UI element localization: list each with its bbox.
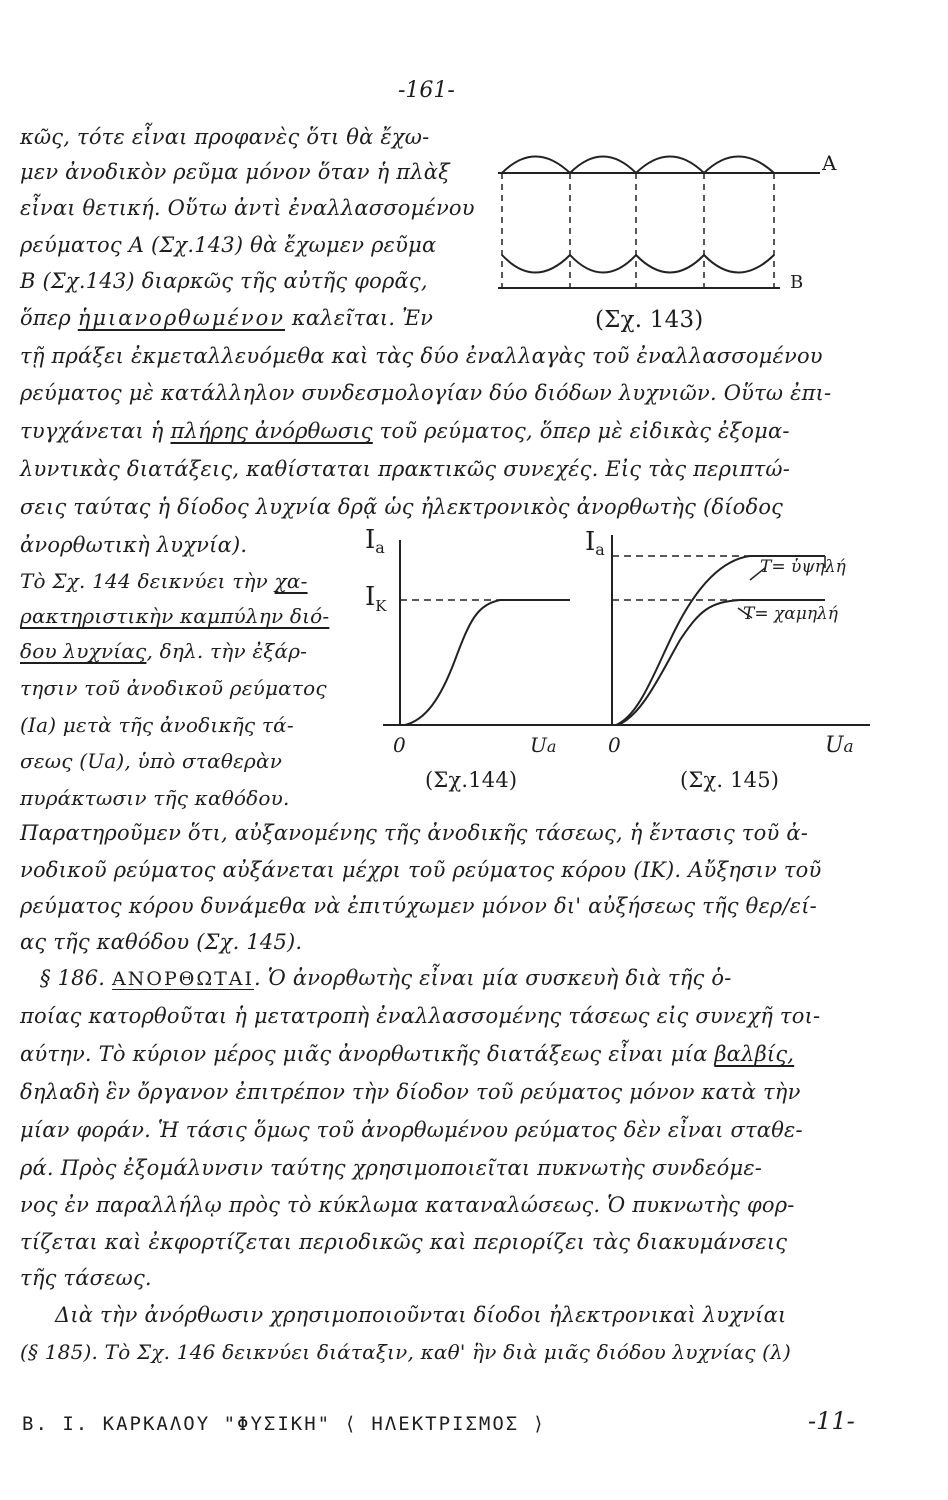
text-line: ποίας κατορθοῦται ἡ μετατροπὴ ἐναλλασσομένης τάσεως εἰς συνεχῆ τοι- <box>20 1004 821 1028</box>
fig143-caption: (Σχ. 143) <box>595 307 704 333</box>
text-line <box>20 303 433 333</box>
fig144-y-label: Ia <box>365 525 385 557</box>
fig145-origin: 0 <box>608 733 621 757</box>
figure-145 <box>580 520 880 760</box>
waveform-a <box>502 157 774 174</box>
text-line: ρακτηριστικὴν καμπύλην διό- <box>20 604 330 628</box>
waveform-b <box>502 255 774 273</box>
text-segment: , δηλ. τὴν ἐξάρ- <box>146 639 308 663</box>
text-line: ρεύματος μὲ κατάλληλον συνδεσμολογίαν δύο διόδων λυχνιῶν. Οὕτω ἐπι- <box>20 381 832 405</box>
text-line: πυράκτωσιν τῆς καθόδου. <box>20 786 290 810</box>
text-segment: αύτην. Τὸ κύριον μέρος μιᾶς ἀνορθωτικῆς διατάξεως εἶναι μία <box>20 1042 708 1066</box>
text-line: τίζεται καὶ ἐκφορτίζεται περιοδικῶς καὶ περιορίζει τὰς διακυμάνσεις <box>20 1230 788 1254</box>
text-line: σεις ταύτας ἡ δίοδος λυχνία δρᾷ ὡς ἠλεκτρονικὸς ἀνορθωτὴς (δίοδος <box>20 495 784 519</box>
text-line: Β (Σχ.143) διαρκῶς τῆς αὐτῆς φορᾶς, <box>20 269 428 293</box>
text-line: ρά. Πρὸς ἐξομάλυνσιν ταύτης χρησιμοποιεῖται πυκνωτὴς συνδεόμε- <box>20 1156 763 1180</box>
underlined-term: ἡμιανορθωμένον <box>77 306 286 330</box>
text-line: τῇ πράξει ἐκμεταλλευόμεθα καὶ τὰς δύο ἐναλλαγὰς τοῦ ἐναλλασσομένου <box>20 344 823 368</box>
fig145-caption: (Σχ. 145) <box>680 768 780 792</box>
underlined-term: χα- <box>274 569 308 593</box>
text-line: τῆς τάσεως. <box>20 1266 152 1290</box>
figure-144 <box>355 520 605 760</box>
text-line: νοδικοῦ ρεύματος αὐξάνεται μέχρι τοῦ ρεύματος κόρου (IK). Αὔξησιν τοῦ <box>20 858 822 882</box>
text-line: (§ 185). Τὸ Σχ. 146 δεικνύει διάταξιν, καθ' ἣν διὰ μιᾶς διόδου λυχνίας (λ) <box>20 1340 792 1364</box>
fig145-curve-high-label: T= ὑψηλή <box>760 557 846 577</box>
text-line: ρεύματος Α (Σχ.143) θὰ ἔχωμεν ρεῦμα <box>20 233 437 257</box>
fig145-y-label: Ia <box>585 527 605 559</box>
fig144-sat-label: $I_K$ <box>365 582 387 615</box>
text-line: Διὰ τὴν ἀνόρθωσιν χρησιμοποιοῦνται δίοδοι ἠλεκτρονικαὶ λυχνίαι <box>55 1303 787 1327</box>
text-segment: καλεῖται. Ἐν <box>291 306 434 330</box>
text-line: ας τῆς καθόδου (Σχ. 145). <box>20 930 303 954</box>
text-line: σεως (Ua), ὑπὸ σταθερὰν <box>20 749 283 773</box>
text-segment: . Ὁ ἀνορθωτὴς εἶναι μία συσκευὴ διὰ τῆς ὁ- <box>253 966 732 990</box>
text-line: ἀνορθωτικὴ λυχνία). <box>20 533 248 557</box>
text-line <box>20 566 308 596</box>
underlined-term: πλήρης ἀνόρθωσις <box>170 419 373 443</box>
text-line: δηλαδὴ ἓν ὄργανον ἐπιτρέπον τὴν δίοδον τοῦ ρεύματος μόνον κατὰ τὴν <box>20 1080 801 1104</box>
text-segment: Τὸ Σχ. 144 δεικνύει τὴν <box>20 569 269 593</box>
underlined-term: βαλβίς, <box>714 1042 795 1066</box>
characteristic-curve <box>405 600 570 725</box>
fig145-x-label: Ua <box>825 733 854 758</box>
section-title: ΑΝΟΡΘΩΤΑΙ <box>112 968 254 990</box>
text-segment: τυγχάνεται ἡ <box>20 419 164 443</box>
text-line: τησιν τοῦ ἀνοδικοῦ ρεύματος <box>20 676 327 700</box>
fig144-x-label: Ua <box>530 733 557 757</box>
text-line <box>40 963 732 994</box>
label-a: A <box>822 151 837 175</box>
text-line: μεν ἀνοδικὸν ρεῦμα μόνον ὅταν ἡ πλὰξ <box>20 160 450 184</box>
section-number: § 186. <box>40 966 106 990</box>
text-segment: τοῦ ρεύματος, ὅπερ μὲ εἰδικὰς ἐξομα- <box>379 419 790 443</box>
curve-high-temp <box>616 556 825 725</box>
fig144-caption: (Σχ.144) <box>425 768 518 792</box>
label-b: B <box>790 272 804 293</box>
footer-page: -11- <box>808 1407 855 1435</box>
fig144-origin: 0 <box>393 733 406 757</box>
fig145-curve-low-label: T= χαμηλή <box>743 604 838 624</box>
text-line: ρεύματος κόρου δυνάμεθα νὰ ἐπιτύχωμεν μόνον δι' αὐξήσεως τῆς θερ/εί- <box>20 894 817 918</box>
text-segment: ὅπερ <box>20 306 71 330</box>
text-line: μίαν φοράν. Ἡ τάσις ὅμως τοῦ ἀνορθωμένου ρεύματος δὲν εἶναι σταθε- <box>20 1118 803 1142</box>
text-line: εἶναι θετική. Οὕτω ἀντὶ ἐναλλασσομένου <box>20 196 475 220</box>
text-line: (Ia) μετὰ τῆς ἀνοδικῆς τά- <box>20 713 294 737</box>
footer-title: Β. Ι. ΚΑΡΚΑΛΟΥ "ΦΥΣΙΚΗ" ⟨ ΗΛΕΚΤΡΙΣΜΟΣ ⟩ <box>22 1413 547 1435</box>
underlined-term: δου λυχνίας <box>20 639 147 663</box>
text-line: λυντικὰς διατάξεις, καθίσταται πρακτικῶς συνεχές. Εἰς τὰς περιπτώ- <box>20 457 791 481</box>
text-line <box>20 1039 794 1069</box>
page-number: -161- <box>398 78 455 103</box>
text-line: νος ἐν παραλλήλῳ πρὸς τὸ κύκλωμα καταναλώσεως. Ὁ πυκνωτὴς φορ- <box>20 1193 795 1217</box>
text-line: Παρατηροῦμεν ὅτι, αὐξανομένης τῆς ἀνοδικῆς τάσεως, ἡ ἔντασις τοῦ ἀ- <box>20 821 808 845</box>
text-line <box>20 636 307 666</box>
text-line <box>20 416 790 446</box>
text-line: κῶς, τότε εἶναι προφανὲς ὅτι θὰ ἔχω- <box>20 125 430 149</box>
